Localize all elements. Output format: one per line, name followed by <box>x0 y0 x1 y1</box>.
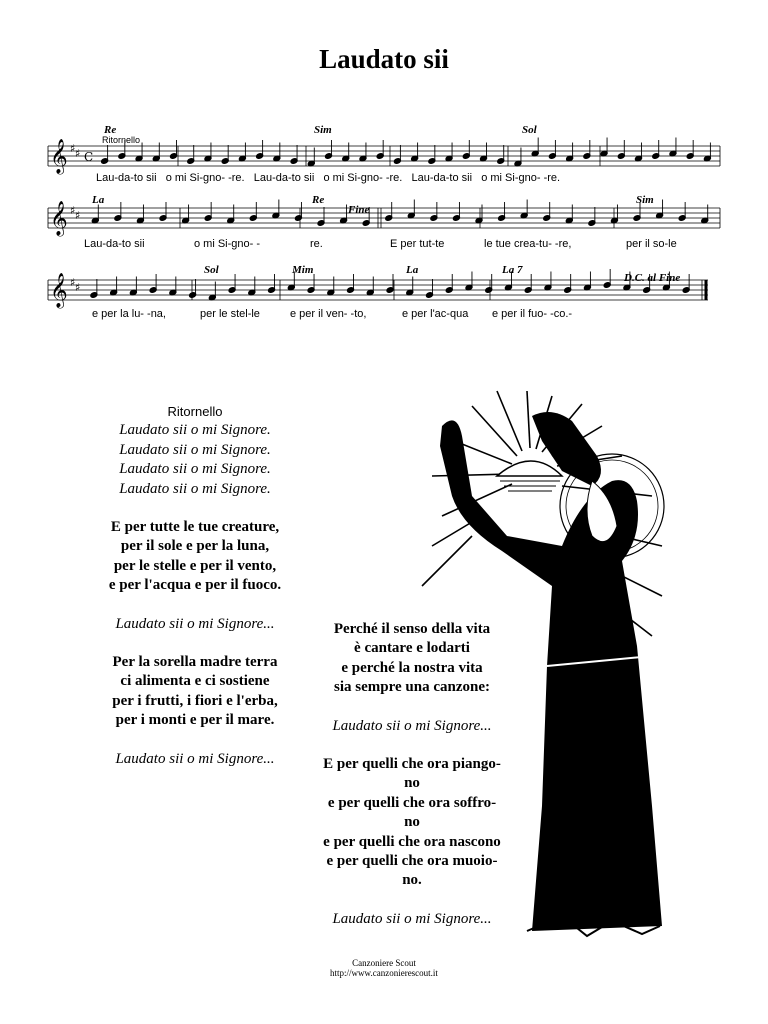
verse-line: per il sole e per la luna, <box>120 538 270 555</box>
chord-label: Sol <box>522 124 537 136</box>
ritornello-label: Ritornello <box>167 404 223 419</box>
verse-line: no. <box>402 872 422 889</box>
lyrics-right-column <box>292 620 532 929</box>
footer <box>0 958 768 978</box>
ritornello-annotation: Ritornello <box>102 135 141 145</box>
refrain-short: Laudato sii o mi Signore... <box>115 750 275 767</box>
verse-line: per i frutti, i fiori e l'erba, <box>112 692 278 709</box>
dc-al-fine-annotation: D.C. al Fine <box>624 272 681 284</box>
verse-line: e per quelli che ora soffro- <box>327 794 497 811</box>
chord-label: La <box>406 264 419 276</box>
chord-label: Re <box>312 194 325 206</box>
chord-label: Sol <box>204 264 219 276</box>
verse-line: è cantare e lodarti <box>354 640 470 657</box>
chord-label: La 7 <box>502 264 523 276</box>
svg-text:♯: ♯ <box>75 281 81 294</box>
lyric-line: Lau-da-to sii o mi Si-gno- -re. Lau-da-to sii o mi Si-gno- -re. Lau-da-to sii o mi Si-gno- -re. <box>96 172 561 184</box>
verse-line: E per tutte le tue creature, <box>110 519 280 536</box>
chord-label: Sim <box>636 194 654 206</box>
lyrics-left-column <box>70 402 320 769</box>
verse-line: e per quelli che ora nascono <box>323 833 501 850</box>
verse-line: e per l'acqua e per il fuoco. <box>108 577 282 594</box>
chord-label: La <box>92 194 105 206</box>
refrain-line: Laudato sii o mi Signore. <box>119 441 271 458</box>
staff-lines <box>44 262 724 332</box>
refrain-line: Laudato sii o mi Signore. <box>119 461 271 478</box>
verse-line: sia sempre una canzone: <box>334 679 490 696</box>
verse-line: e perché la nostra vita <box>341 659 483 676</box>
refrain-short: Laudato sii o mi Signore... <box>115 615 275 632</box>
music-staff-2: La Re Fine Sim 𝄞 ♯ ♯ Lau-da-to sii o mi Si-gno- - re. E per tut-te le tue crea-tu- -re, per il so-le <box>44 192 724 258</box>
svg-text:♯: ♯ <box>70 204 76 217</box>
verse-line: no <box>404 814 420 831</box>
verse-line: Per la sorella madre terra <box>112 654 278 671</box>
verse-line: no <box>404 775 420 792</box>
verse-line: e per quelli che ora muoio- <box>326 853 498 870</box>
svg-text:C: C <box>84 150 94 164</box>
svg-text:𝄞: 𝄞 <box>50 273 68 308</box>
fine-annotation: Fine <box>348 204 370 216</box>
staff-lines <box>44 192 724 262</box>
verse-line: E per quelli che ora piango- <box>323 756 501 773</box>
svg-text:♯: ♯ <box>70 142 76 155</box>
refrain-line: Laudato sii o mi Signore. <box>119 422 271 439</box>
svg-text:𝄞: 𝄞 <box>50 201 68 236</box>
chord-label: Mim <box>292 264 314 276</box>
svg-text:♯: ♯ <box>75 147 81 160</box>
verse-line: per i monti e per il mare. <box>115 712 275 729</box>
refrain-line: Laudato sii o mi Signore. <box>119 480 271 497</box>
refrain-short: Laudato sii o mi Signore... <box>332 717 492 734</box>
svg-text:𝄞: 𝄞 <box>50 139 68 174</box>
refrain-short: Laudato sii o mi Signore... <box>332 910 492 927</box>
music-staff-3: Sol Mim La La 7 D.C. al Fine 𝄞 ♯ ♯ e per la lu- -na, per le stel-le e per il ven- -to, e per l'ac-qua e per il fuo- -co.- <box>44 262 724 328</box>
page-title: Laudato sii <box>319 44 449 74</box>
verse-line: ci alimenta e ci sostiene <box>120 673 270 690</box>
verse-line: per le stelle e per il vento, <box>113 557 277 574</box>
svg-text:♯: ♯ <box>70 276 76 289</box>
music-staff-1 <box>44 124 724 190</box>
chord-label: Sim <box>314 124 332 136</box>
chord-label: Re <box>104 124 117 136</box>
svg-text:♯: ♯ <box>75 209 81 222</box>
footer-title: Canzoniere Scout <box>352 958 416 968</box>
verse-line: Perché il senso della vita <box>333 621 491 637</box>
footer-link[interactable]: http://www.canzonierescout.it <box>330 968 438 978</box>
